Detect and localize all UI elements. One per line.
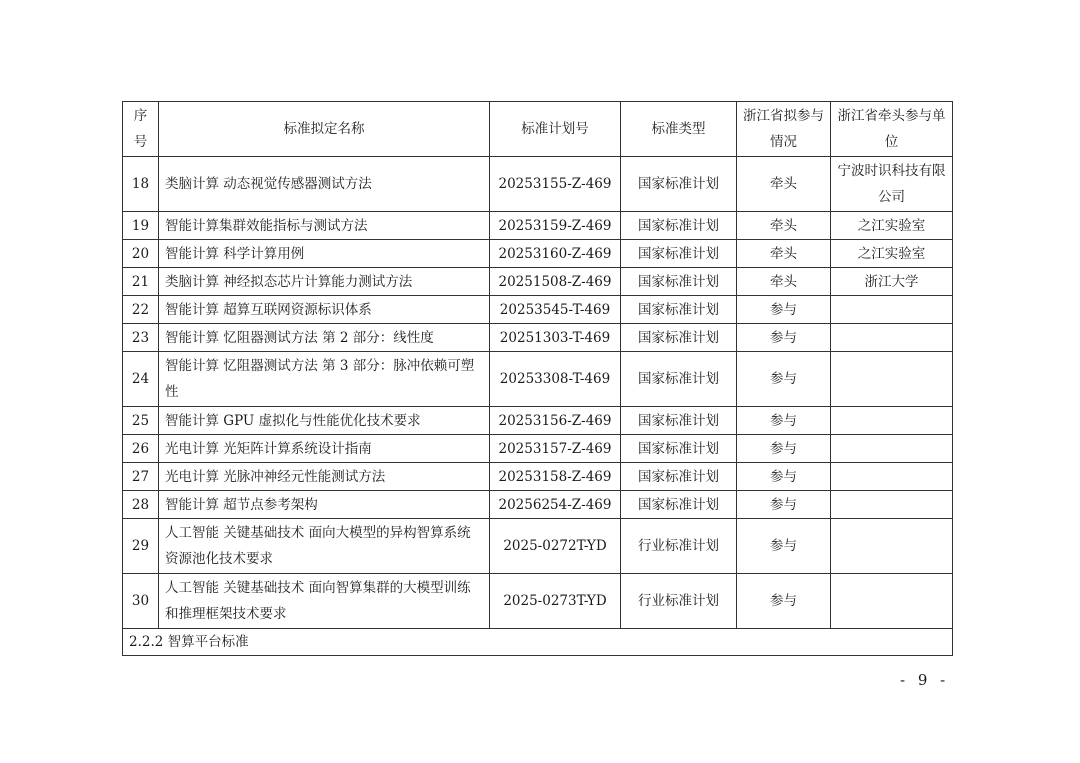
plan-number: 20253545-T-469 xyxy=(490,296,621,324)
table-header-row xyxy=(123,102,953,157)
standard-type: 国家标准计划 xyxy=(621,324,737,352)
table-row xyxy=(123,574,953,629)
row-number: 23 xyxy=(123,324,159,352)
participating-unit xyxy=(831,574,953,629)
standard-type: 行业标准计划 xyxy=(621,519,737,574)
plan-number: 2025-0272T-YD xyxy=(490,519,621,574)
participation-status: 牵头 xyxy=(737,157,831,212)
standard-name: 智能计算 超算互联网资源标识体系 xyxy=(159,296,490,324)
standard-name: 智能计算 科学计算用例 xyxy=(159,240,490,268)
standard-type: 国家标准计划 xyxy=(621,268,737,296)
row-number: 21 xyxy=(123,268,159,296)
participating-unit xyxy=(831,296,953,324)
standard-type: 行业标准计划 xyxy=(621,574,737,629)
row-number: 28 xyxy=(123,491,159,519)
participating-unit: 宁波时识科技有限公司 xyxy=(831,157,953,212)
plan-number: 20253157-Z-469 xyxy=(490,435,621,463)
participation-status: 参与 xyxy=(737,435,831,463)
participating-unit xyxy=(831,407,953,435)
standard-name: 光电计算 光矩阵计算系统设计指南 xyxy=(159,435,490,463)
plan-number: 20251303-T-469 xyxy=(490,324,621,352)
standard-type: 国家标准计划 xyxy=(621,296,737,324)
table-row xyxy=(123,407,953,435)
header-name: 标准拟定名称 xyxy=(159,102,490,157)
standard-name: 智能计算 超节点参考架构 xyxy=(159,491,490,519)
plan-number: 20253158-Z-469 xyxy=(490,463,621,491)
standard-type: 国家标准计划 xyxy=(621,157,737,212)
standards-table xyxy=(122,101,953,656)
header-plan-no: 标准计划号 xyxy=(490,102,621,157)
plan-number: 2025-0273T-YD xyxy=(490,574,621,629)
row-number: 19 xyxy=(123,212,159,240)
row-number: 30 xyxy=(123,574,159,629)
table-row xyxy=(123,519,953,574)
standard-name: 智能计算 忆阻器测试方法 第 2 部分：线性度 xyxy=(159,324,490,352)
row-number: 27 xyxy=(123,463,159,491)
standard-name: 人工智能 关键基础技术 面向智算集群的大模型训练和推理框架技术要求 xyxy=(159,574,490,629)
participating-unit xyxy=(831,491,953,519)
participation-status: 参与 xyxy=(737,519,831,574)
table-row xyxy=(123,296,953,324)
row-number: 29 xyxy=(123,519,159,574)
standard-type: 国家标准计划 xyxy=(621,491,737,519)
standard-name: 光电计算 光脉冲神经元性能测试方法 xyxy=(159,463,490,491)
standard-name: 智能计算 GPU 虚拟化与性能优化技术要求 xyxy=(159,407,490,435)
participation-status: 参与 xyxy=(737,491,831,519)
table-row xyxy=(123,435,953,463)
table-row xyxy=(123,463,953,491)
participation-status: 参与 xyxy=(737,324,831,352)
standard-name: 类脑计算 神经拟态芯片计算能力测试方法 xyxy=(159,268,490,296)
participating-unit xyxy=(831,352,953,407)
participation-status: 牵头 xyxy=(737,240,831,268)
participation-status: 牵头 xyxy=(737,212,831,240)
participating-unit: 之江实验室 xyxy=(831,212,953,240)
standard-name: 智能计算 忆阻器测试方法 第 3 部分：脉冲依赖可塑性 xyxy=(159,352,490,407)
table-row xyxy=(123,324,953,352)
participation-status: 参与 xyxy=(737,463,831,491)
plan-number: 20253159-Z-469 xyxy=(490,212,621,240)
standard-name: 人工智能 关键基础技术 面向大模型的异构智算系统资源池化技术要求 xyxy=(159,519,490,574)
participation-status: 参与 xyxy=(737,574,831,629)
table-row xyxy=(123,212,953,240)
participating-unit xyxy=(831,324,953,352)
header-zj-unit: 浙江省牵头参与单位 xyxy=(831,102,953,157)
row-number: 25 xyxy=(123,407,159,435)
section-heading-row xyxy=(123,629,953,656)
header-no: 序号 xyxy=(123,102,159,157)
participating-unit xyxy=(831,463,953,491)
plan-number: 20251508-Z-469 xyxy=(490,268,621,296)
participation-status: 参与 xyxy=(737,296,831,324)
plan-number: 20253160-Z-469 xyxy=(490,240,621,268)
row-number: 24 xyxy=(123,352,159,407)
standard-type: 国家标准计划 xyxy=(621,240,737,268)
plan-number: 20253155-Z-469 xyxy=(490,157,621,212)
table-row xyxy=(123,240,953,268)
participation-status: 牵头 xyxy=(737,268,831,296)
standard-type: 国家标准计划 xyxy=(621,212,737,240)
participating-unit: 浙江大学 xyxy=(831,268,953,296)
standard-type: 国家标准计划 xyxy=(621,407,737,435)
standard-type: 国家标准计划 xyxy=(621,435,737,463)
section-heading: 2.2.2 智算平台标准 xyxy=(123,629,953,656)
plan-number: 20256254-Z-469 xyxy=(490,491,621,519)
participation-status: 参与 xyxy=(737,407,831,435)
participating-unit: 之江实验室 xyxy=(831,240,953,268)
row-number: 18 xyxy=(123,157,159,212)
participating-unit xyxy=(831,519,953,574)
standard-name: 智能计算集群效能指标与测试方法 xyxy=(159,212,490,240)
table-row xyxy=(123,157,953,212)
page-number: - 9 - xyxy=(900,671,950,689)
plan-number: 20253156-Z-469 xyxy=(490,407,621,435)
participating-unit xyxy=(831,435,953,463)
table-row xyxy=(123,352,953,407)
header-zj-participation: 浙江省拟参与情况 xyxy=(737,102,831,157)
standard-type: 国家标准计划 xyxy=(621,463,737,491)
standard-type: 国家标准计划 xyxy=(621,352,737,407)
table-row xyxy=(123,491,953,519)
standard-name: 类脑计算 动态视觉传感器测试方法 xyxy=(159,157,490,212)
table-row xyxy=(123,268,953,296)
plan-number: 20253308-T-469 xyxy=(490,352,621,407)
header-type: 标准类型 xyxy=(621,102,737,157)
row-number: 20 xyxy=(123,240,159,268)
participation-status: 参与 xyxy=(737,352,831,407)
row-number: 26 xyxy=(123,435,159,463)
row-number: 22 xyxy=(123,296,159,324)
